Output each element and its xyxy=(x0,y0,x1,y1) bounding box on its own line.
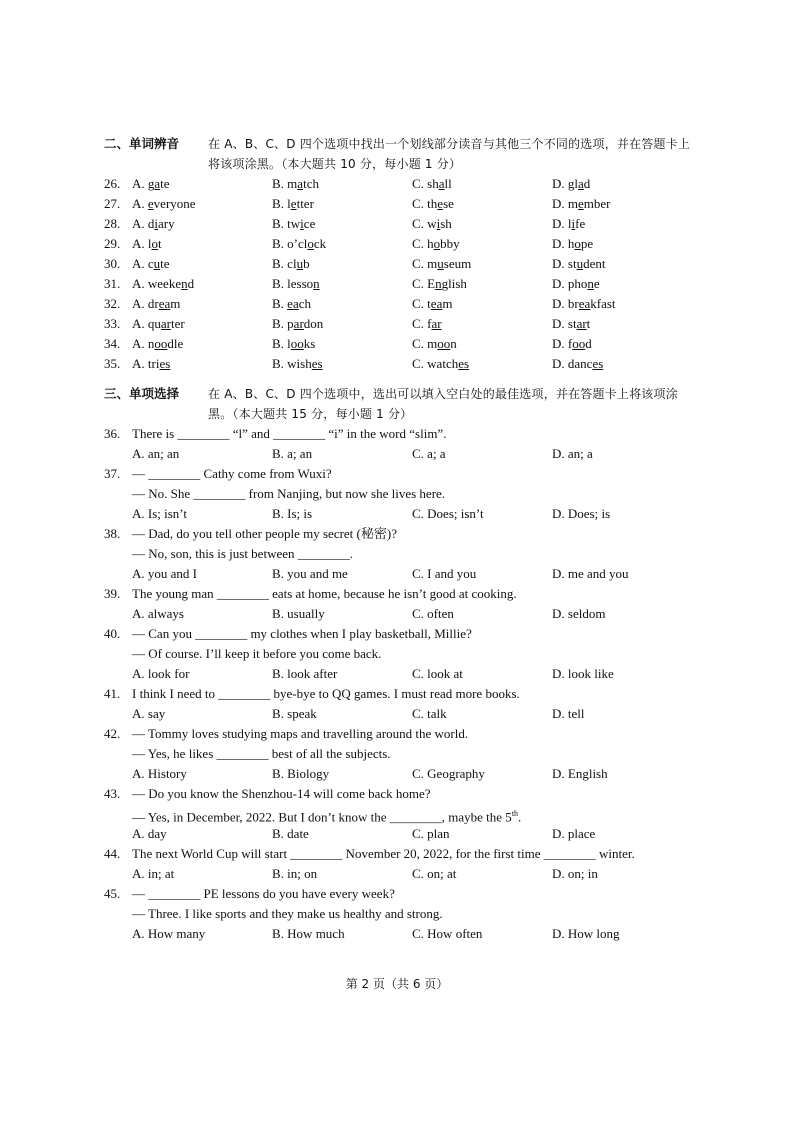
answer-option: D. How long xyxy=(552,926,620,941)
question-text: — Do you know the Shenzhou-14 will come back home? xyxy=(132,786,431,801)
question-row xyxy=(0,294,794,314)
answer-option: D. English xyxy=(552,766,608,781)
section-3-title: 三、单项选择 xyxy=(104,386,180,401)
answer-option: A. dream xyxy=(132,296,181,311)
underlined-letters: oo xyxy=(290,336,304,351)
question-number: 42. xyxy=(104,726,121,741)
underlined-letters: ea xyxy=(578,296,591,311)
question-row xyxy=(0,234,794,254)
underlined-letters: a xyxy=(578,176,584,191)
underlined-letters: i xyxy=(571,216,576,231)
answer-option: A. look for xyxy=(132,666,190,681)
question-row xyxy=(0,254,794,274)
answer-option: A. cute xyxy=(132,256,170,271)
question-text: — Three. I like sports and they make us healthy and strong. xyxy=(132,906,443,921)
answer-option: A. noodle xyxy=(132,336,184,351)
underlined-letters: u xyxy=(153,256,161,271)
question-stem-line xyxy=(0,484,794,504)
answer-option: C. team xyxy=(412,296,453,311)
question-row xyxy=(0,334,794,354)
underlined-letters: a xyxy=(438,176,445,191)
answer-option: B. wishes xyxy=(272,356,323,371)
question-number: 43. xyxy=(104,786,121,801)
question-stem-line xyxy=(0,844,794,864)
page-footer: 第 2 页（共 6 页） xyxy=(345,977,449,991)
question-number: 27. xyxy=(104,196,121,211)
answer-option: A. History xyxy=(132,766,187,781)
answer-option: B. lesson xyxy=(272,276,320,291)
answer-option: B. look after xyxy=(272,666,338,681)
answer-option: D. me and you xyxy=(552,566,629,581)
answer-option: B. pardon xyxy=(272,316,324,331)
answer-option: A. an; an xyxy=(132,446,180,461)
underlined-letters: e xyxy=(290,196,297,211)
section-3-instruction: 在 A、B、C、D 四个选项中，选出可以填入空白处的最佳选项，并在答题卡上将该项涂黑。（本大题共 15 分，每小题 1 分） xyxy=(208,387,678,421)
answer-option: B. letter xyxy=(272,196,314,211)
question-row xyxy=(0,194,794,214)
underlined-letters: ar xyxy=(293,316,304,331)
question-number: 45. xyxy=(104,886,121,901)
answer-option: D. phone xyxy=(552,276,600,291)
answer-option: A. tries xyxy=(132,356,171,371)
answer-options-row xyxy=(0,924,794,944)
answer-option: B. club xyxy=(272,256,310,271)
answer-option: D. glad xyxy=(552,176,591,191)
answer-option: B. you and me xyxy=(272,566,348,581)
answer-option: C. these xyxy=(412,196,454,211)
answer-option: D. food xyxy=(552,336,592,351)
question-number: 40. xyxy=(104,626,121,641)
underlined-letters: e xyxy=(437,196,444,211)
question-text: — No, son, this is just between ________. xyxy=(132,546,353,561)
question-row xyxy=(0,314,794,334)
answer-option: D. life xyxy=(552,216,586,231)
question-number: 36. xyxy=(104,426,121,441)
answer-option: B. in; on xyxy=(272,866,318,881)
answer-option: A. Is; isn’t xyxy=(132,506,188,521)
question-stem-line xyxy=(0,724,794,744)
underlined-letters: u xyxy=(296,256,304,271)
answer-option: A. quarter xyxy=(132,316,185,331)
underlined-letters: u xyxy=(437,256,444,271)
answer-option: A. lot xyxy=(132,236,162,251)
question-text: — Of course. I’ll keep it before you come back. xyxy=(132,646,382,661)
answer-option: D. tell xyxy=(552,706,585,721)
question-text: — Yes, he likes ________ best of all the subjects. xyxy=(132,746,391,761)
underlined-letters: e xyxy=(578,196,584,211)
question-text: — No. She ________ from Nanjing, but now she lives here. xyxy=(132,486,446,501)
question-number: 28. xyxy=(104,216,121,231)
answer-option: D. Does; is xyxy=(552,506,611,521)
answer-options-row xyxy=(0,764,794,784)
answer-option: C. talk xyxy=(412,706,447,721)
answer-option: C. museum xyxy=(412,256,472,271)
underlined-letters: ar xyxy=(576,316,587,331)
underlined-letters: o xyxy=(307,236,314,251)
answer-options-row xyxy=(0,564,794,584)
question-number: 33. xyxy=(104,316,121,331)
answer-options-row xyxy=(0,504,794,524)
answer-option: C. hobby xyxy=(412,236,460,251)
answer-option: A. you and I xyxy=(132,566,197,581)
question-text: — ________ Cathy come from Wuxi? xyxy=(132,466,332,481)
answer-option: C. look at xyxy=(412,666,463,681)
question-number: 26. xyxy=(104,176,121,191)
section-2-header xyxy=(104,134,704,174)
section-2-title: 二、单词辨音 xyxy=(104,136,180,151)
answer-option: C. How often xyxy=(412,926,483,941)
answer-option: D. start xyxy=(552,316,591,331)
answer-option: B. date xyxy=(272,826,309,841)
answer-option: B. Is; is xyxy=(272,506,313,521)
answer-option: B. Biology xyxy=(272,766,330,781)
question-number: 37. xyxy=(104,466,121,481)
question-stem-line xyxy=(0,624,794,644)
answer-option: C. far xyxy=(412,316,442,331)
answer-options-row xyxy=(0,664,794,684)
underlined-letters: e xyxy=(147,196,154,211)
question-number: 35. xyxy=(104,356,121,371)
answer-option: C. often xyxy=(412,606,454,621)
underlined-letters: a xyxy=(297,176,304,191)
answer-option: C. plan xyxy=(412,826,450,841)
question-row xyxy=(0,274,794,294)
answer-option: C. English xyxy=(412,276,467,291)
answer-option: C. a; a xyxy=(412,446,446,461)
underlined-letters: oo xyxy=(437,336,451,351)
answer-option: A. diary xyxy=(132,216,175,231)
question-number: 32. xyxy=(104,296,121,311)
answer-option: D. member xyxy=(552,196,611,211)
answer-option: C. Geography xyxy=(412,766,485,781)
answer-option: D. breakfast xyxy=(552,296,616,311)
underlined-letters: es xyxy=(311,356,323,371)
answer-option: B. match xyxy=(272,176,319,191)
answer-option: A. gate xyxy=(132,176,170,191)
question-text: — ________ PE lessons do you have every week? xyxy=(132,886,395,901)
question-row xyxy=(0,214,794,234)
question-number: 34. xyxy=(104,336,121,351)
underlined-letters: i xyxy=(436,216,441,231)
answer-options-row xyxy=(0,824,794,844)
question-stem-line xyxy=(0,684,794,704)
answer-options-row xyxy=(0,864,794,884)
answer-option: B. a; an xyxy=(272,446,313,461)
answer-option: C. watches xyxy=(412,356,470,371)
question-stem-line xyxy=(0,784,794,804)
question-number: 39. xyxy=(104,586,121,601)
underlined-letters: n xyxy=(587,276,594,291)
question-number: 38. xyxy=(104,526,121,541)
underlined-letters: o xyxy=(151,236,158,251)
answer-option: B. How much xyxy=(272,926,345,941)
question-number: 30. xyxy=(104,256,121,271)
underlined-letters: ea xyxy=(158,296,171,311)
answer-option: D. on; in xyxy=(552,866,598,881)
question-stem-line xyxy=(0,644,794,664)
question-stem-line xyxy=(0,524,794,544)
underlined-letters: ea xyxy=(430,296,443,311)
underlined-letters: n xyxy=(313,276,320,291)
underlined-letters: u xyxy=(576,256,584,271)
answer-option: A. say xyxy=(132,706,166,721)
question-text: I think I need to ________ bye-bye to QQ games. I must read more books. xyxy=(132,686,520,701)
answer-option: B. usually xyxy=(272,606,325,621)
question-text: — Tommy loves studying maps and travelling around the world. xyxy=(132,726,469,741)
underlined-letters: ar xyxy=(160,316,171,331)
question-text: There is ________ “l” and ________ “i” in the word “slim”. xyxy=(132,426,447,441)
answer-option: D. an; a xyxy=(552,446,593,461)
answer-option: B. o’clock xyxy=(272,236,327,251)
underlined-letters: es xyxy=(592,356,604,371)
underlined-letters: ea xyxy=(287,296,299,311)
question-number: 29. xyxy=(104,236,121,251)
answer-option: C. shall xyxy=(412,176,452,191)
question-text: — Yes, in December, 2022. But I don’t know the ________, maybe the 5th. xyxy=(132,809,522,825)
question-number: 31. xyxy=(104,276,121,291)
question-stem-line xyxy=(0,884,794,904)
answer-option: B. speak xyxy=(272,706,317,721)
answer-option: C. on; at xyxy=(412,866,457,881)
question-stem-line xyxy=(0,804,794,824)
answer-option: D. seldom xyxy=(552,606,606,621)
question-row xyxy=(0,174,794,194)
answer-option: D. student xyxy=(552,256,606,271)
answer-option: C. moon xyxy=(412,336,457,351)
underlined-letters: es xyxy=(159,356,171,371)
underlined-letters: a xyxy=(154,176,161,191)
answer-option: D. hope xyxy=(552,236,594,251)
question-text: — Dad, do you tell other people my secret (秘密)? xyxy=(132,526,397,541)
answer-option: A. everyone xyxy=(132,196,196,211)
question-text: The next World Cup will start ________ November 20, 2022, for the first time ________ winter. xyxy=(132,846,635,861)
answer-options-row xyxy=(0,704,794,724)
underlined-letters: oo xyxy=(154,336,168,351)
answer-option: C. wish xyxy=(412,216,452,231)
underlined-letters: i xyxy=(154,216,159,231)
answer-option: B. each xyxy=(272,296,311,311)
underlined-letters: i xyxy=(300,216,304,231)
question-stem-line xyxy=(0,464,794,484)
answer-option: B. looks xyxy=(272,336,316,351)
answer-options-row xyxy=(0,604,794,624)
answer-option: C. I and you xyxy=(412,566,477,581)
question-text: The young man ________ eats at home, because he isn’t good at cooking. xyxy=(132,586,517,601)
question-text: — Can you ________ my clothes when I play basketball, Millie? xyxy=(132,626,472,641)
section-3-header xyxy=(104,384,704,424)
question-stem-line xyxy=(0,744,794,764)
answer-option: D. look like xyxy=(552,666,614,681)
underlined-letters: oo xyxy=(572,336,586,351)
underlined-letters: es xyxy=(458,356,470,371)
answer-option: A. weekend xyxy=(132,276,195,291)
answer-option: A. day xyxy=(132,826,167,841)
answer-option: A. How many xyxy=(132,926,206,941)
answer-option: C. Does; isn’t xyxy=(412,506,484,521)
question-stem-line xyxy=(0,584,794,604)
underlined-letters: ar xyxy=(431,316,442,331)
question-row xyxy=(0,354,794,374)
answer-option: B. twice xyxy=(272,216,316,231)
question-number: 44. xyxy=(104,846,121,861)
question-stem-line xyxy=(0,904,794,924)
answer-options-row xyxy=(0,444,794,464)
answer-option: A. always xyxy=(132,606,184,621)
question-number: 41. xyxy=(104,686,121,701)
answer-option: A. in; at xyxy=(132,866,175,881)
section-2-instruction: 在 A、B、C、D 四个选项中找出一个划线部分读音与其他三个不同的选项，并在答题卡上将该项涂黑。（本大题共 10 分，每小题 1 分） xyxy=(208,137,691,171)
answer-option: D. dances xyxy=(552,356,604,371)
answer-option: D. place xyxy=(552,826,596,841)
underlined-letters: o xyxy=(433,236,441,251)
question-stem-line xyxy=(0,544,794,564)
underlined-letters: n xyxy=(435,276,442,291)
underlined-letters: n xyxy=(181,276,188,291)
question-stem-line xyxy=(0,424,794,444)
underlined-letters: o xyxy=(574,236,581,251)
